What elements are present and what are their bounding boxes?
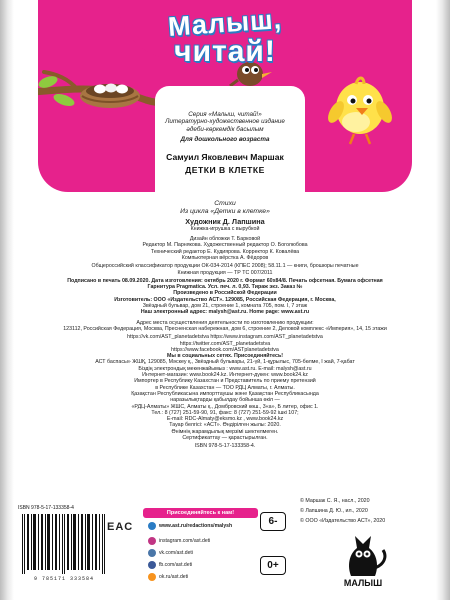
social-item-text: ok.ru/ast.deti — [159, 574, 189, 580]
kz-line: АСТ баспасы» ЖШҚ, 129085, Мәскеу қ., Звёздный бульвары, 21-үй, 1-құрылыс, 705-бөлме, I жай, 7-қабат — [95, 359, 355, 366]
social-item-text: fb.com/ast.deti — [159, 562, 193, 568]
copyright-line: © ООО «Издательство АСТ», 2020 — [300, 518, 386, 524]
social-link-line[interactable]: https://vk.com/AST_planetadetstva https://www.instagram.com/AST_planetadetstva — [127, 334, 323, 341]
social-item[interactable] — [148, 522, 232, 530]
genre-label: Стихи — [214, 200, 236, 207]
series-info — [150, 111, 300, 133]
manufacturer-line: Звёздный бульвар, дом 21, строение 1, комната 705, пом. I, 7 этаж — [142, 303, 308, 310]
social-item[interactable] — [148, 537, 210, 545]
barcode-isbn-label: ISBN 978-5-17-133358-4 — [18, 505, 74, 511]
classifier-line: Книжная продукция — ТР ТС 007/2011 — [177, 269, 273, 276]
manufacturer-line: Изготовитель: ООО «Издательство АСТ». 129085, Российская Федерация, г. Москва, — [114, 296, 336, 303]
kz-line: Біздің электрондық мекенжайымыз : www.ast.ru. E-mail: malysh@ast.ru — [138, 365, 312, 372]
age-group-label: Для дошкольного возраста — [180, 136, 270, 143]
credit-line: Редактор М. Парнякова. Художественный редактор О. Боголюбова — [142, 242, 308, 249]
kz-line: «РДЦ-Алматы» ЖШС, Алматы қ., Домбровский көш., 3«а», Б литер, офис 1. — [131, 403, 319, 410]
print-line: Подписано в печать 08.09.2020. Дата изготовления: октябрь 2020 г. Формат 60х84/8. Печать офсетная. Бумага офсетная — [67, 277, 383, 284]
credit-line: Компьютерная вёрстка А. Фёдоров — [181, 255, 269, 261]
social-item[interactable] — [148, 549, 193, 557]
illustrator-label: Художник Д. Лапшина — [185, 216, 265, 226]
book-edge-left — [0, 0, 14, 600]
series-line: әдеби-көркемдік басылым — [186, 125, 264, 133]
credit-line: Технический редактор Е. Кудиярова. Корректор К. Ковалёва — [150, 248, 300, 255]
kz-line: в Республике Казахстан — ТОО РДЦ Алматы, г. Алматы. — [155, 384, 295, 391]
age-rating-badge: 6- — [260, 512, 286, 531]
instagram-icon — [148, 537, 156, 545]
eac-mark-icon: EAC — [107, 521, 134, 533]
barcode-number: 9 785171 333584 — [33, 576, 94, 582]
manufacturer-line: Наш электронный адрес: malysh@ast.ru. Home page: www.ast.ru — [140, 309, 310, 316]
series-line: Серия «Малыш, читай!» — [188, 111, 262, 118]
copyright-line: © Лапшина Д. Ю., ил., 2020 — [300, 508, 368, 514]
copyright-line: © Маршак С. Я., насл., 2020 — [300, 498, 370, 504]
kz-line: E-mail: RDC-Almaty@eksmo.kz , www.book24.kz — [166, 416, 284, 423]
social-item-text: vk.com/ast.deti — [159, 550, 193, 556]
facebook-icon — [148, 561, 156, 569]
kz-line: Тел.: 8 (727) 251-59-90, 91, факс: 8 (727) 251-59-92 ішкі 107; — [151, 409, 299, 416]
imprint-block — [48, 200, 402, 450]
social-header: Присоединяйтесь к нам! — [143, 508, 258, 518]
logo-line-1: Малыш, — [167, 4, 283, 42]
book-edge-right — [436, 0, 450, 600]
isbn-line: ISBN 978-5-17-133358-4. — [194, 443, 256, 450]
age-rating-badge: 0+ — [260, 556, 286, 575]
format-type-label: Книжка-игрушка с вырубкой — [190, 225, 260, 232]
social-title: Мы в социальных сетях. Присоединяйтесь! — [167, 353, 283, 360]
kz-line: Тауар белгісі: «АСТ». Өндірілген жылы: 2020. — [169, 422, 281, 429]
social-item-text: instagram.com/ast.deti — [159, 538, 211, 544]
ok-icon — [148, 573, 156, 581]
kz-line: наразылықтарды қабылдау бойынша өкіл — — [170, 397, 280, 404]
kz-line: Қазақстан Республикасына импорттаушы және Қазақстан Республикасында — [131, 390, 319, 397]
barcode-icon — [18, 514, 110, 574]
credit-line: Дизайн обложки Т. Барковой — [189, 236, 261, 243]
globe-icon — [148, 522, 156, 530]
series-logo — [0, 4, 450, 68]
social-item-text: www.ast.ru/redactions/malysh — [159, 523, 233, 529]
vk-icon — [148, 549, 156, 557]
social-link-line[interactable]: https://twitter.com/AST_planetadetstva — [179, 340, 271, 347]
social-link-line[interactable]: https://www.facebook.com/ASTplanetadetstva — [171, 346, 279, 353]
address-line: 123112, Российская Федерация, Москва, Пресненская набережная, дом 6, строение 2, Деловой комплекс «Империя», 14, 15 этажи — [63, 325, 387, 332]
kz-line: Интернет-магазин: www.book24.kz. Интернет-дүкен: www.book24.kz — [142, 372, 308, 379]
series-line: Литературно-художественное издание — [165, 118, 285, 126]
cycle-label: Из цикла «Детки в клетке» — [180, 208, 270, 216]
copyright-block — [300, 496, 420, 526]
author-name: Самуил Яковлевич Маршак — [166, 152, 284, 162]
publisher-name: МАЛЫШ — [343, 578, 383, 588]
print-line: Гарнитура Pragmatica. Усл. печ. л. 0,93. Тираж экз. Заказ № — [147, 284, 303, 291]
book-title: ДЕТКИ В КЛЕТКЕ — [185, 165, 265, 175]
social-item[interactable] — [148, 573, 188, 581]
address-line: Адрес места осуществления деятельности по изготовлению продукции: — [136, 319, 314, 326]
kz-line: Сертификаттау — қарастырылған. — [182, 435, 268, 442]
print-line: Произведено в Российской Федерации — [173, 290, 277, 297]
classifier-line: Общероссийский классификатор продукции ОК-034-2014 (КПЕС 2008); 58.11.1 — книги, брошюры печатные — [91, 263, 359, 270]
kz-line: Импортер в Республику Казахстан и Представитель по приему претензий — [134, 378, 316, 385]
logo-line-2: читай! — [174, 35, 276, 68]
social-item[interactable] — [148, 561, 192, 569]
kz-line: Өнімнің жарамдылық мерзімі шектелмеген. — [171, 428, 279, 435]
